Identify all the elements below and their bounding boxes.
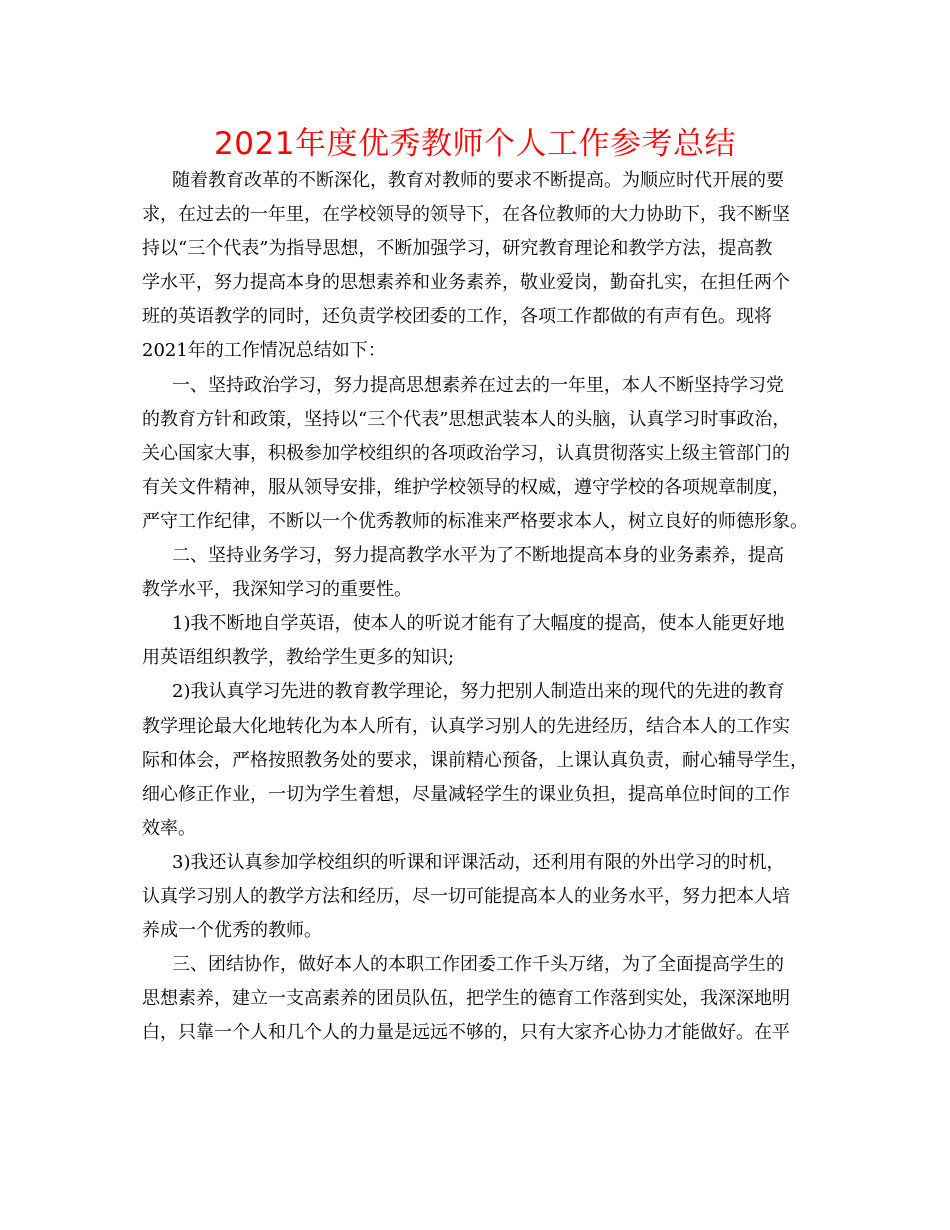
paragraph-line: 班的英语教学的同时，还负责学校团委的工作，各项工作都做的有声有色。现将 xyxy=(142,306,772,328)
paragraph-line: 用英语组织教学，教给学生更多的知识; xyxy=(142,647,455,669)
paragraph-line: 认真学习别人的教学方法和经历，尽一切可能提高本人的业务水平，努力把本人培 xyxy=(142,885,790,907)
paragraph-line: 教学理论最大化地转化为本人所有，认真学习别人的先进经历，结合本人的工作实 xyxy=(142,715,790,737)
paragraph-line: 二、坚持业务学习，努力提高教学水平为了不断地提高本身的业务素养，提高 xyxy=(172,545,784,567)
paragraph-line: 白，只靠一个人和几个人的力量是远远不够的，只有大家齐心协力才能做好。在平 xyxy=(142,1022,790,1044)
paragraph-line: 效率。 xyxy=(142,817,196,839)
paragraph-line: 1)我不断地自学英语，使本人的听说才能有了大幅度的提高，使本人能更好地 xyxy=(172,613,785,635)
paragraph-line: 2)我认真学习先进的教育教学理论，努力把别人制造出来的现代的先进的教育 xyxy=(172,681,785,703)
document-body xyxy=(142,164,814,1050)
paragraph-line: 严守工作纪律，不断以一个优秀教师的标准来严格要求本人，树立良好的师德形象。 xyxy=(142,510,808,532)
paragraph-line: 养成一个优秀的教师。 xyxy=(142,920,322,942)
paragraph-line: 思想素养，建立一支高素养的团员队伍，把学生的德育工作落到实处，我深深地明 xyxy=(142,988,790,1010)
paragraph-line: 随着教育改革的不断深化，教育对教师的要求不断提高。为顺应时代开展的要 xyxy=(172,170,784,191)
paragraph-line: 细心修正作业，一切为学生着想，尽量减轻学生的课业负担，提高单位时间的工作 xyxy=(142,783,790,805)
paragraph-line: 3)我还认真参加学校组织的听课和评课活动，还利用有限的外出学习的时机， xyxy=(172,851,785,873)
paragraph-line: 三、团结协作，做好本人的本职工作团委工作千头万绪，为了全面提高学生的 xyxy=(172,954,784,976)
paragraph-line: 有关文件精神，服从领导安排，维护学校领导的权威，遵守学校的各项规章制度， xyxy=(142,476,790,498)
paragraph-line: 学水平，努力提高本身的思想素养和业务素养，敬业爱岗，勤奋扎实，在担任两个 xyxy=(142,272,790,294)
document-title: 2021年度优秀教师个人工作参考总结 xyxy=(214,126,736,162)
paragraph-line: 教学水平，我深知学习的重要性。 xyxy=(142,579,412,601)
paragraph-line: 2021年的工作情况总结如下： xyxy=(142,340,386,362)
paragraph-line: 际和体会，严格按照教务处的要求，课前精心预备，上课认真负责，耐心辅导学生， xyxy=(142,749,808,771)
paragraph-line: 关心国家大事，积极参加学校组织的各项政治学习，认真贯彻落实上级主管部门的 xyxy=(142,442,790,464)
paragraph-line: 一、坚持政治学习，努力提高思想素养在过去的一年里，本人不断坚持学习党 xyxy=(172,374,784,396)
paragraph-line: 求，在过去的一年里，在学校领导的领导下，在各位教师的大力协助下，我不断坚 xyxy=(142,204,790,226)
paragraph-line: 持以“三个代表”为指导思想，不断加强学习，研究教育理论和教学方法，提高教 xyxy=(142,238,773,260)
paragraph-line: 的教育方针和政策，坚持以“三个代表”思想武装本人的头脑，认真学习时事政治， xyxy=(142,408,791,430)
